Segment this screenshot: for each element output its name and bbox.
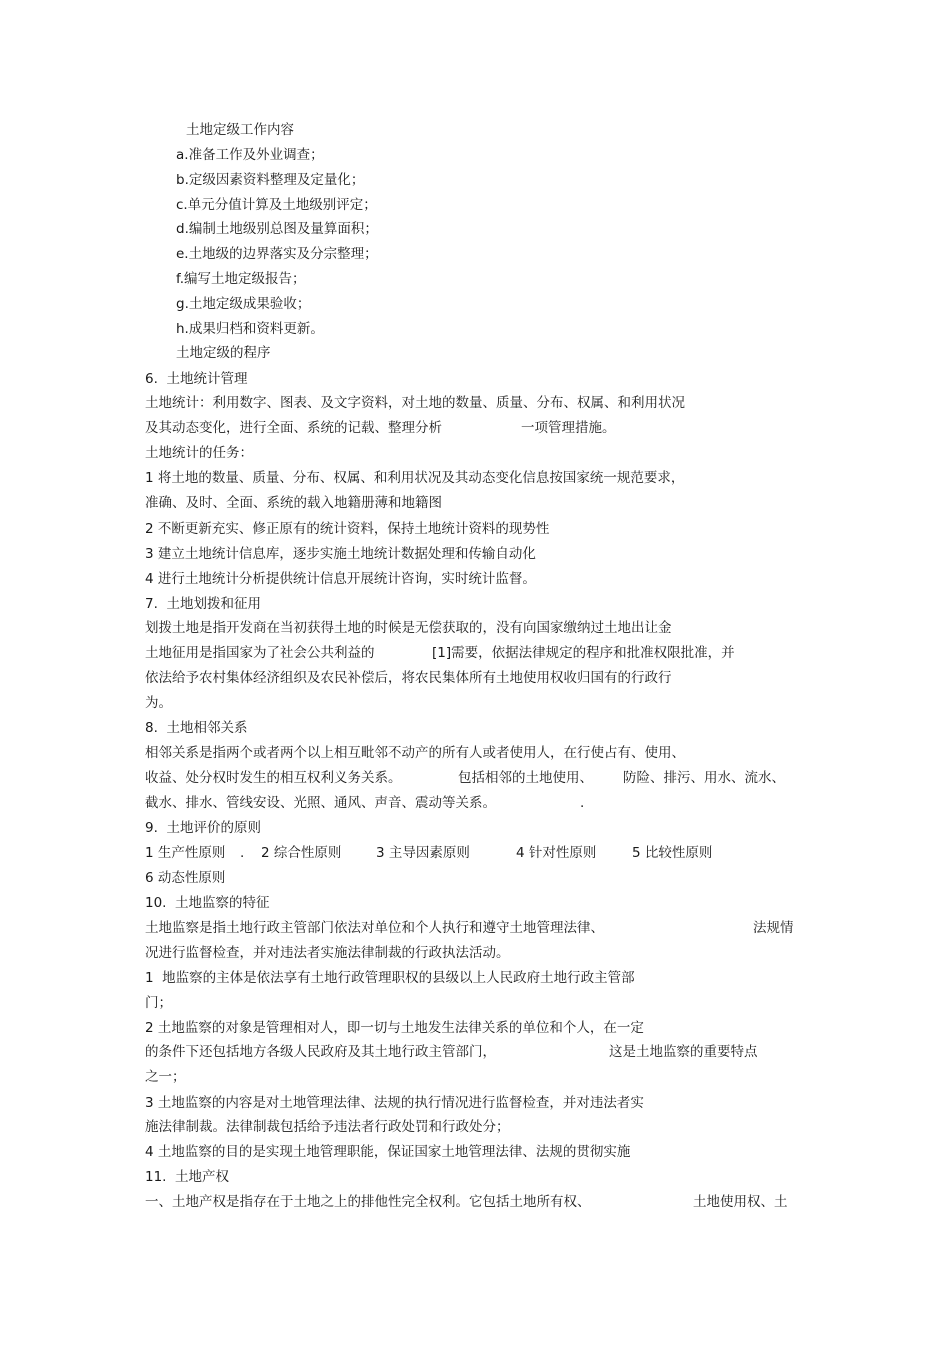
text-line: a.准备工作及外业调查； (176, 147, 324, 163)
text-line: 2 土地监察的对象是管理相对人，即一切与土地发生法律关系的单位和个人，在一定 (145, 1020, 644, 1036)
text-line: 1 地监察的主体是依法享有土地行政管理职权的县级以上人民政府土地行政主管部 (145, 970, 635, 986)
section-heading: 9. 土地评价的原则 (145, 820, 261, 836)
text-line: g.土地定级成果验收； (176, 296, 311, 312)
text-line: c.单元分值计算及土地级别评定； (176, 197, 377, 213)
section-heading: 11. 土地产权 (145, 1169, 230, 1185)
text-line: 收益、处分权时发生的相互权利义务关系。 (145, 770, 402, 786)
text-line: 土地统计的任务： (145, 445, 253, 461)
text-line: b.定级因素资料整理及定量化； (176, 172, 365, 188)
text-line: 2 不断更新充实、修正原有的统计资料，保持土地统计资料的现势性 (145, 521, 550, 537)
principle-item: 3 主导因素原则 (376, 845, 470, 861)
text-line: 土地定级的程序 (176, 345, 271, 361)
text-line: . (240, 845, 245, 861)
text-line: 施法律制裁。法律制裁包括给予违法者行政处罚和行政处分； (145, 1119, 510, 1135)
text-line: 法规情 (753, 920, 794, 936)
text-line: 3 土地监察的内容是对土地管理法律、法规的执行情况进行监督检查，并对违法者实 (145, 1095, 644, 1111)
text-line: 土地使用权、土 (693, 1194, 788, 1210)
text-line: 依法给予农村集体经济组织及农民补偿后，将农民集体所有土地使用权收归国有的行政行 (145, 670, 672, 686)
text-line: 土地统计：利用数字、图表、及文字资料，对土地的数量、质量、分布、权属、和利用状况 (145, 395, 685, 411)
text-line: [1]需要，依据法律规定的程序和批准权限批准，并 (432, 645, 735, 661)
text-line: 一项管理措施。 (521, 420, 616, 436)
text-line: 土地征用是指国家为了社会公共利益的 (145, 645, 375, 661)
text-line: 及其动态变化，进行全面、系统的记载、整理分析 (145, 420, 442, 436)
text-line: 3 建立土地统计信息库，逐步实施土地统计数据处理和传输自动化 (145, 546, 536, 562)
text-line: d.编制土地级别总图及量算面积； (176, 221, 378, 237)
section-heading: 7. 土地划拨和征用 (145, 596, 261, 612)
text-line: 包括相邻的土地使用、 (458, 770, 593, 786)
text-line: 的条件下还包括地方各级人民政府及其土地行政主管部门， (145, 1044, 496, 1060)
text-line: 为。 (145, 695, 172, 711)
text-line: 相邻关系是指两个或者两个以上相互毗邻不动产的所有人或者使用人，在行使占有、使用、 (145, 745, 685, 761)
text-line: 门； (145, 995, 172, 1011)
text-line: 1 将土地的数量、质量、分布、权属、和利用状况及其动态变化信息按国家统一规范要求， (145, 470, 685, 486)
text-line: 准确、及时、全面、系统的载入地籍册薄和地籍图 (145, 495, 442, 511)
text-line: 一、土地产权是指存在于土地之上的排他性完全权利。它包括土地所有权、 (145, 1194, 591, 1210)
text-line: 防险、排污、用水、流水、 (623, 770, 785, 786)
principle-item: 2 综合性原则 (261, 845, 342, 861)
section-heading: 8. 土地相邻关系 (145, 720, 248, 736)
text-line: 况进行监督检查，并对违法者实施法律制裁的行政执法活动。 (145, 945, 510, 961)
principle-item: 4 针对性原则 (516, 845, 597, 861)
principle-item: 1 生产性原则 (145, 845, 226, 861)
section-heading: 6. 土地统计管理 (145, 371, 248, 387)
principle-item: 6 动态性原则 (145, 870, 226, 886)
text-line: 4 土地监察的目的是实现土地管理职能，保证国家土地管理法律、法规的贯彻实施 (145, 1144, 631, 1160)
text-line: 4 进行土地统计分析提供统计信息开展统计咨询，实时统计监督。 (145, 571, 536, 587)
text-line: 这是土地监察的重要特点 (609, 1044, 758, 1060)
principle-item: 5 比较性原则 (632, 845, 713, 861)
text-line: e.土地级的边界落实及分宗整理； (176, 246, 378, 262)
text-line: f.编写土地定级报告； (176, 271, 306, 287)
text-line: h.成果归档和资料更新。 (176, 321, 324, 337)
text-line: 之一； (145, 1069, 186, 1085)
text-line: 土地监察是指土地行政主管部门依法对单位和个人执行和遵守土地管理法律、 (145, 920, 604, 936)
text-line: 截水、排水、管线安设、光照、通风、声音、震动等关系。 (145, 795, 496, 811)
section-heading: 10. 土地监察的特征 (145, 895, 270, 911)
text-line: 土地定级工作内容 (186, 122, 294, 138)
text-line: . (580, 795, 585, 811)
text-line: 划拨土地是指开发商在当初获得土地的时候是无偿获取的，没有向国家缴纳过土地出让金 (145, 620, 672, 636)
